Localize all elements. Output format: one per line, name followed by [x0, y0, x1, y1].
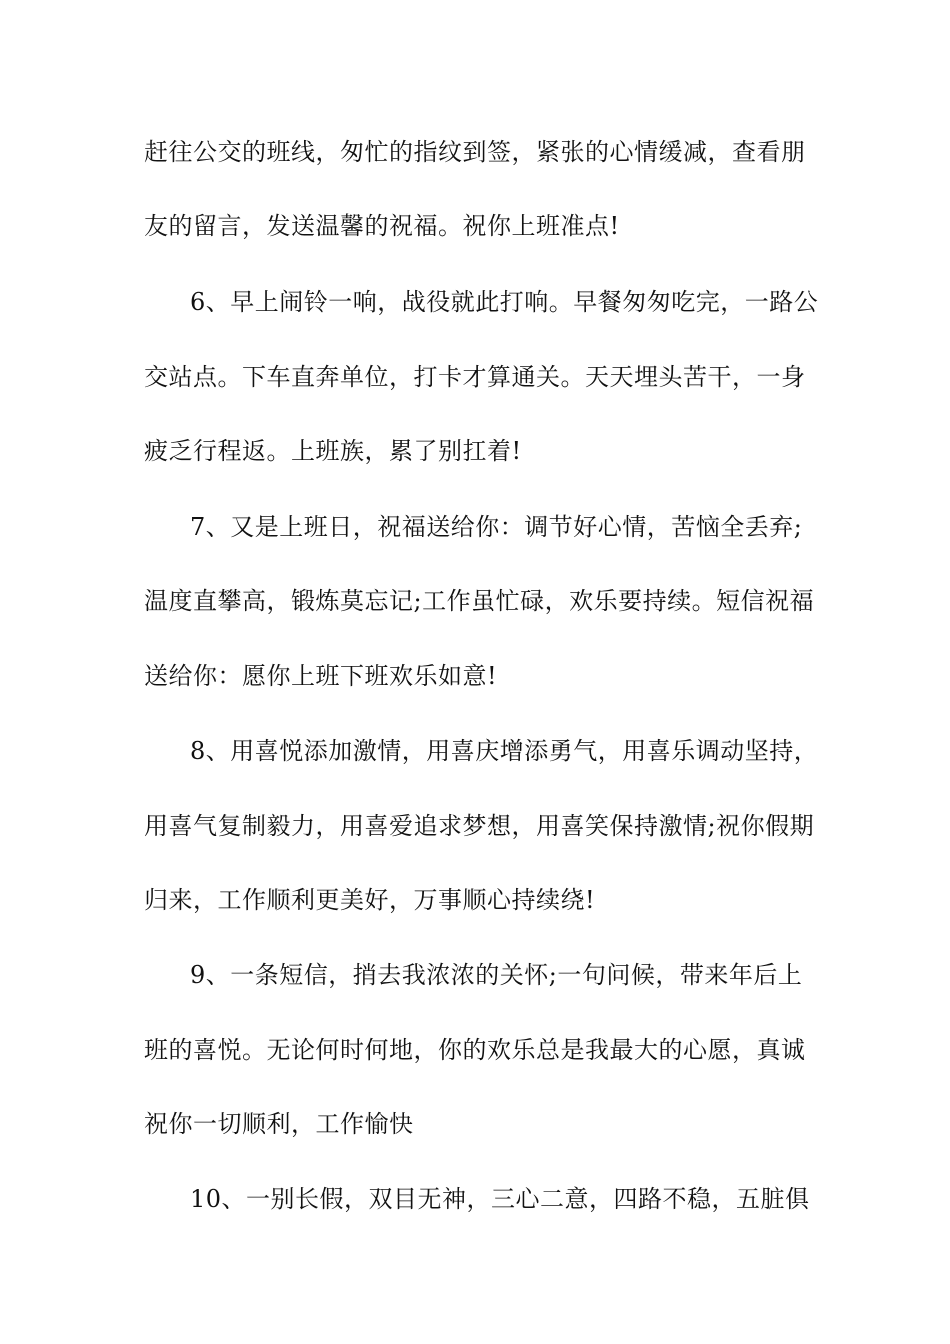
paragraph-10-line: 10、一别长假，双目无神，三心二意，四路不稳，五脏俱 [190, 1185, 810, 1213]
text-line: 疲乏行程返。上班族，累了别扛着! [144, 437, 522, 465]
paragraph-6-line: 6、早上闹铃一响，战役就此打响。早餐匆匆吃完，一路公 [190, 288, 819, 316]
text-line: 班的喜悦。无论何时何地，你的欢乐总是我最大的心愿，真诚 [144, 1036, 806, 1064]
text-line: 友的留言，发送温馨的祝福。祝你上班准点! [144, 212, 620, 240]
text-line: 用喜气复制毅力，用喜爱追求梦想，用喜笑保持激情;祝你假期 [144, 812, 815, 840]
text-line: 交站点。下车直奔单位，打卡才算通关。天天埋头苦干，一身 [144, 363, 806, 391]
paragraph-8-line: 8、用喜悦添加激情，用喜庆增添勇气，用喜乐调动坚持， [190, 737, 819, 765]
paragraph-9-line: 9、一条短信，捎去我浓浓的关怀;一句问候，带来年后上 [190, 961, 803, 989]
text-line: 温度直攀高，锻炼莫忘记;工作虽忙碌，欢乐要持续。短信祝福 [144, 587, 815, 615]
paragraph-7-line: 7、又是上班日，祝福送给你：调节好心情，苦恼全丢弃; [190, 513, 803, 541]
text-line: 祝你一切顺利，工作愉快 [144, 1110, 414, 1138]
text-line: 赶往公交的班线，匆忙的指纹到签，紧张的心情缓减，查看朋 [144, 138, 806, 166]
text-line: 送给你：愿你上班下班欢乐如意! [144, 662, 498, 690]
text-line: 归来，工作顺利更美好，万事顺心持续绕! [144, 886, 596, 914]
